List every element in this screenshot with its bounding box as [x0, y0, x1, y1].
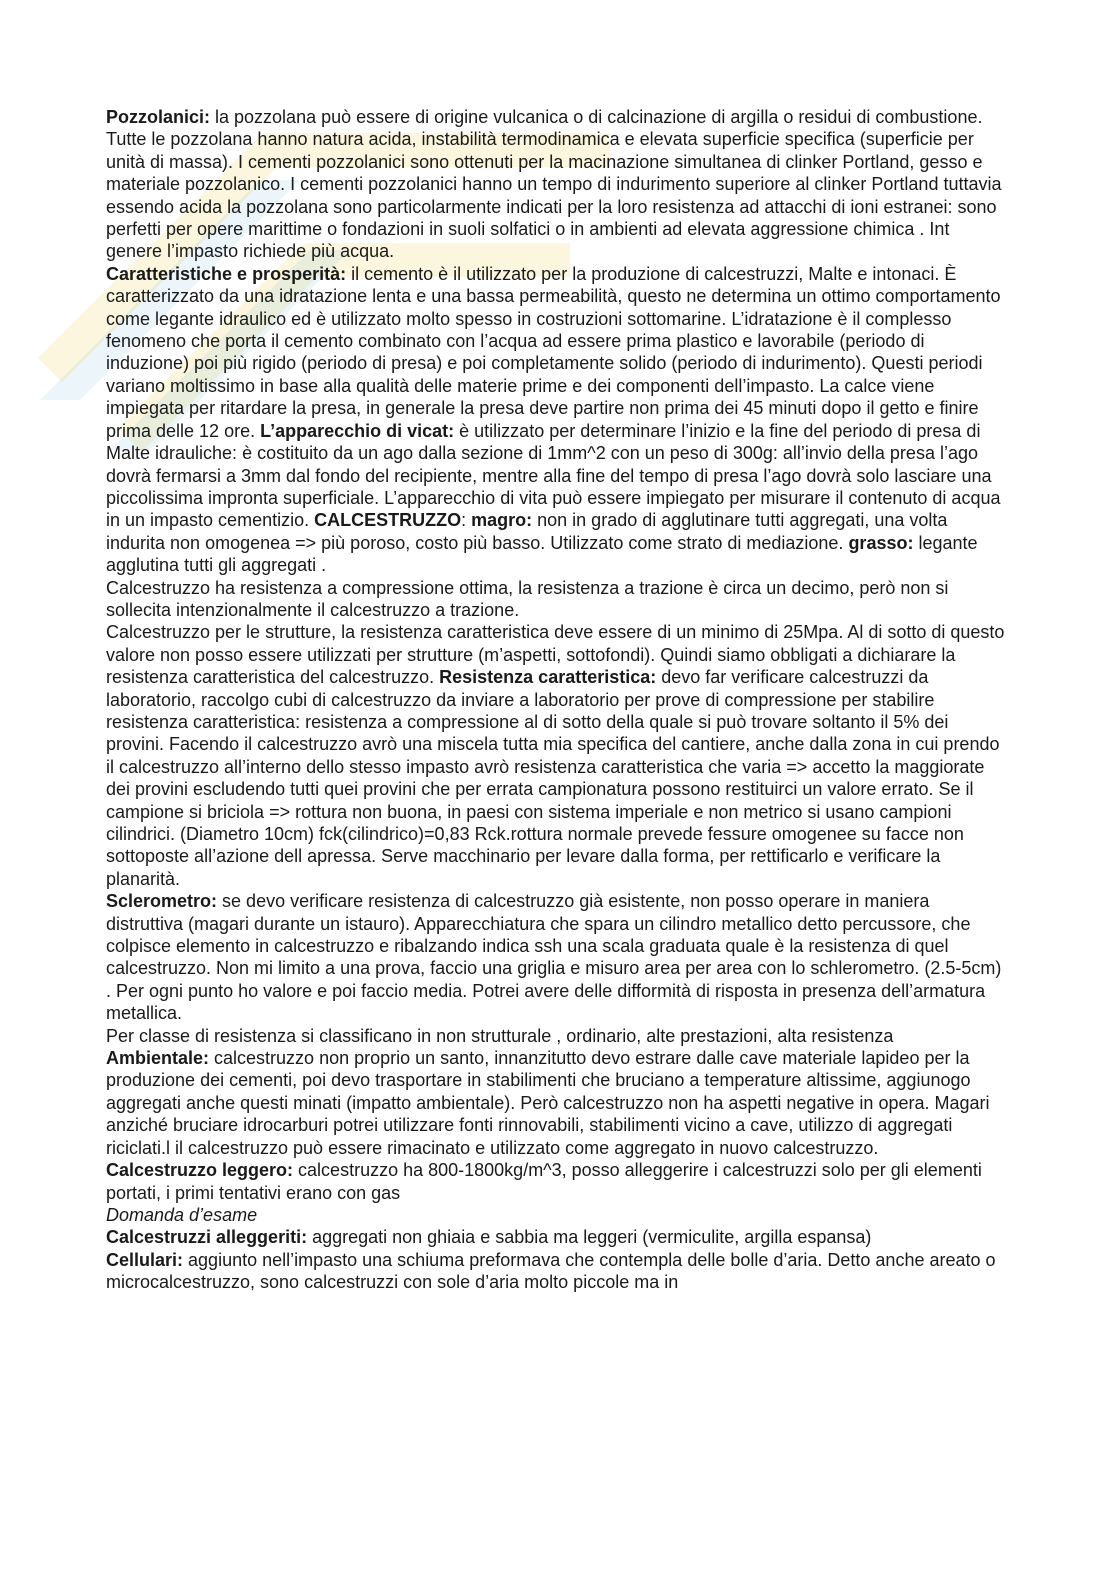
text-run: se devo verificare resistenza di calcestruzzo già esistente, non posso operare in maniera distruttiva (magari durante un istauro). Apparecchiatura che spara un cilindro metallico detto percussore, che colpisce elemento in calcestruzzo e ribalzando indica ssh una scala graduata quale è la resistenza di quel calcestruzzo. Non mi limito a una prova, faccio una griglia e misuro area per area con lo schlerometro. (2.5-5cm) . Per ogni punto ho valore e poi faccio media. Potrei avere delle difformità di risposta in presenza dell’armatura metallica.	[106, 891, 1002, 1024]
text-run: Per classe di resistenza si classificano in non strutturale , ordinario, alte prestazioni, alta resistenza	[106, 1025, 894, 1046]
text-run: calcestruzzo non proprio un santo, innanzitutto devo estrare dalle cave materiale lapideo per la produzione dei cementi, poi devo trasportare in stabilimenti che bruciano a temperature altissime, aggiunogo aggregati anche questi minati (impatto ambientale). Però calcestruzzo non ha aspetti negative in opera. Magari anziché bruciare idrocarburi potrei utilizzare fonti rinnovabili, stabilimenti vicino a cave, utilizzo di aggregati riciclati.l il calcestruzzo può essere rimacinato e utilizzato come aggregato in nuovo calcestruzzo.	[106, 1048, 990, 1158]
paragraph	[106, 106, 1006, 263]
text-run: legante agglutina tutti gli aggregati .	[106, 532, 978, 576]
bold-term: Pozzolanici:	[106, 107, 211, 127]
text-run: non in grado di agglutinare tutti aggregati, una volta indurita non omogenea => più poroso, costo più basso. Utilizzato come strato di mediazione.	[106, 510, 948, 553]
text-run: è utilizzato per determinare l’inizio e la fine del periodo di presa di Malte idrauliche: è costituito da un ago dalla sezione di 1mm^2 con un peso di 300g: all’invio della presa l’ago dovrà fermarsi a 3mm dal fondo del recipiente, mentre alla fine del tempo di presa l’ago dovrà solo lasciare una piccolissima impronta superficiale. L’apparecchio di vita può essere impiegato per misurare il contenuto di acqua in un impasto cementizio.	[106, 420, 1001, 531]
bold-term: Calcestruzzo leggero:	[106, 1160, 294, 1181]
bold-term: Calcestruzzi alleggeriti:	[106, 1227, 308, 1248]
bold-term: Ambientale:	[106, 1048, 210, 1069]
paragraph	[106, 577, 1006, 622]
text-run: Calcestruzzo per le strutture, la resistenza caratteristica deve essere di un minimo di 25Mpa. Al di sotto di questo valore non posso essere utilizzati per strutture (m’aspetti, sottofondi). Quindi siamo obbligati a dichiarare la resistenza caratteristica del calcestruzzo.	[106, 622, 1005, 688]
paragraph	[106, 1047, 1006, 1159]
paragraph	[106, 263, 1006, 577]
text-run: il cemento è il utilizzato per la produzione di calcestruzzi, Malte e intonaci. È caratterizzato da una idratazione lenta e una bassa permeabilità, questo ne determina un ottimo comportamento come legante idraulico ed è utilizzato molto spesso in costruzioni sottomarine. L’idratazione è il complesso fenomeno che porta il cemento combinato con l’acqua ad essere prima plastico e lavorabile (periodo di induzione) poi più rigido (periodo di presa) e poi completamente solido (periodo di indurimento). Questi periodi variano moltissimo in base alla qualità delle materie prime e dei componenti dell’impasto. La calce viene impiegata per ritardare la presa, in generale la presa deve partire non prima dei 45 minuti dopo il getto e finire prima delle 12 ore.	[106, 263, 1001, 441]
paragraph	[106, 1204, 1006, 1226]
text-run: aggiunto nell’impasto una schiuma preformava che contempla delle bolle d’aria. Detto anche areato o microcalcestruzzo, sono calcestruzzi con sole d’aria molto piccole ma in	[106, 1249, 996, 1293]
bold-term: magro:	[471, 510, 533, 531]
text-run: :	[461, 510, 472, 531]
bold-term: Resistenza caratteristica:	[439, 667, 657, 688]
text-run: la pozzolana può essere di origine vulcanica o di calcinazione di argilla o residui di combustione. Tutte le pozzolana hanno natura acida, instabilità termodinamica e elevata superficie specifica (superficie per unità di massa). I cementi pozzolanici sono ottenuti per la macinazione simultanea di clinker Portland, gesso e materiale pozzolanico. I cementi pozzolanici hanno un tempo di indurimento superiore al clinker Portland tuttavia essendo acida la pozzolana sono particolarmente indicati per la loro resistenza ad attacchi di ioni estranei: sono perfetti per opere marittime o fondazioni in suoli solfatici o in ambienti ad elevata aggressione chimica . Int genere l’impasto richiede più acqua.	[106, 107, 1002, 262]
italic-note: Domanda d’esame	[106, 1204, 258, 1225]
text-run: calcestruzzo ha 800-1800kg/m^3, posso alleggerire i calcestruzzi solo per gli elementi portati, i primi tentativi erano con gas	[106, 1160, 982, 1203]
bold-term: grasso:	[848, 532, 914, 553]
paragraph	[106, 1159, 1006, 1204]
bold-term: L’apparecchio di vicat:	[260, 420, 455, 441]
bold-term: Caratteristiche e prosperità:	[106, 263, 347, 284]
paragraph	[106, 621, 1006, 890]
bold-term: Cellulari:	[106, 1249, 184, 1270]
bold-term: Sclerometro:	[106, 891, 218, 912]
text-run: devo far verificare calcestruzzi da laboratorio, raccolgo cubi di calcestruzzo da inviare a laboratorio per prove di compressione per stabilire resistenza caratteristica: resistenza a compressione al di sotto della quale si può trovare soltanto il 5% dei provini. Facendo il calcestruzzo avrò una miscela tutta mia specifica del cantiere, anche dalla zona in cui prendo il calcestruzzo all’interno dello stesso impasto avrò resistenza caratteristica che varia => accetto la maggiorate dei provini escludendo tutti quei provini che per errata campionatura possono restituirci un valore errato. Se il campione si briciola => rottura non buona, in paesi con sistema imperiale e non metrico si usano campioni cilindrici. (Diametro 10cm) fck(cilindrico)=0,83 Rck.rottura normale prevede fessure omogenee su facce non sottoposte all’azione dell apressa. Serve macchinario per levare dalla forma, per rettificarlo e verificare la planarità.	[106, 667, 1000, 889]
text-run: aggregati non ghiaia e sabbia ma leggeri (vermiculite, argilla espansa)	[307, 1227, 872, 1248]
paragraph	[106, 1249, 1006, 1294]
paragraph	[106, 1226, 1006, 1248]
text-run: Calcestruzzo ha resistenza a compressione ottima, la resistenza a trazione è circa un decimo, però non si sollecita intenzionalmente il calcestruzzo a trazione.	[106, 577, 949, 620]
paragraph	[106, 1025, 1006, 1047]
paragraph	[106, 890, 1006, 1024]
bold-term: CALCESTRUZZO	[314, 510, 462, 531]
document-body	[106, 106, 1006, 1294]
